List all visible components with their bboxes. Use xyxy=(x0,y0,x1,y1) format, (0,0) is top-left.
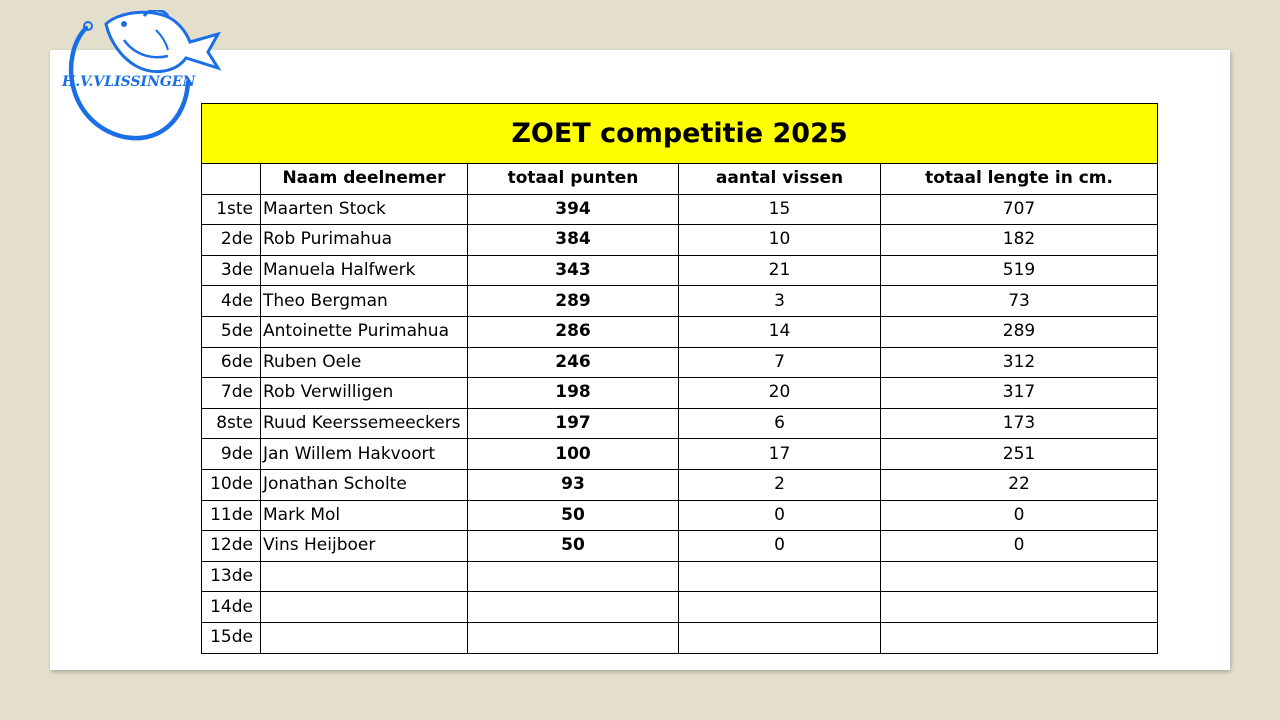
fish-count-cell: 0 xyxy=(679,500,881,531)
rank-cell: 4de xyxy=(202,286,261,317)
name-cell: Antoinette Purimahua xyxy=(261,316,468,347)
table-row xyxy=(202,500,1158,531)
rank-cell: 15de xyxy=(202,622,261,653)
length-cell: 0 xyxy=(881,531,1158,562)
header-rank xyxy=(202,164,261,195)
competition-table xyxy=(201,103,1158,654)
fish-count-cell: 7 xyxy=(679,347,881,378)
length-cell xyxy=(881,592,1158,623)
fish-count-cell: 14 xyxy=(679,316,881,347)
length-cell: 22 xyxy=(881,469,1158,500)
header-name: Naam deelnemer xyxy=(261,164,468,195)
length-cell xyxy=(881,622,1158,653)
table-row xyxy=(202,561,1158,592)
table-row xyxy=(202,408,1158,439)
rank-cell: 1ste xyxy=(202,194,261,225)
length-cell: 317 xyxy=(881,378,1158,409)
length-cell: 73 xyxy=(881,286,1158,317)
fish-count-cell xyxy=(679,561,881,592)
length-cell: 0 xyxy=(881,500,1158,531)
points-cell: 246 xyxy=(468,347,679,378)
points-cell: 289 xyxy=(468,286,679,317)
name-cell: Ruud Keerssemeeckers xyxy=(261,408,468,439)
table-row xyxy=(202,592,1158,623)
table-row xyxy=(202,378,1158,409)
points-cell: 50 xyxy=(468,531,679,562)
table-row xyxy=(202,439,1158,470)
name-cell: Jan Willem Hakvoort xyxy=(261,439,468,470)
points-cell: 93 xyxy=(468,469,679,500)
points-cell: 198 xyxy=(468,378,679,409)
table-row xyxy=(202,255,1158,286)
table-title: ZOET competitie 2025 xyxy=(202,104,1158,164)
points-cell: 384 xyxy=(468,225,679,256)
name-cell: Ruben Oele xyxy=(261,347,468,378)
name-cell: Jonathan Scholte xyxy=(261,469,468,500)
table-row xyxy=(202,469,1158,500)
fish-count-cell: 15 xyxy=(679,194,881,225)
points-cell: 286 xyxy=(468,316,679,347)
table-row xyxy=(202,622,1158,653)
rank-cell: 10de xyxy=(202,469,261,500)
fish-count-cell: 10 xyxy=(679,225,881,256)
name-cell: Rob Purimahua xyxy=(261,225,468,256)
length-cell: 519 xyxy=(881,255,1158,286)
name-cell: Theo Bergman xyxy=(261,286,468,317)
name-cell: Vins Heijboer xyxy=(261,531,468,562)
rank-cell: 7de xyxy=(202,378,261,409)
rank-cell: 2de xyxy=(202,225,261,256)
name-cell: Maarten Stock xyxy=(261,194,468,225)
points-cell: 343 xyxy=(468,255,679,286)
fish-count-cell xyxy=(679,622,881,653)
fish-count-cell: 0 xyxy=(679,531,881,562)
length-cell: 182 xyxy=(881,225,1158,256)
length-cell xyxy=(881,561,1158,592)
table-row xyxy=(202,531,1158,562)
points-cell xyxy=(468,622,679,653)
rank-cell: 8ste xyxy=(202,408,261,439)
fish-count-cell: 21 xyxy=(679,255,881,286)
name-cell: Rob Verwilligen xyxy=(261,378,468,409)
table-row xyxy=(202,286,1158,317)
length-cell: 251 xyxy=(881,439,1158,470)
fish-count-cell: 17 xyxy=(679,439,881,470)
logo-text: H.V.VLISSINGEN xyxy=(62,74,196,90)
fish-count-cell xyxy=(679,592,881,623)
rank-cell: 11de xyxy=(202,500,261,531)
rank-cell: 5de xyxy=(202,316,261,347)
fish-hook-logo xyxy=(58,10,223,142)
rank-cell: 13de xyxy=(202,561,261,592)
header-fish: aantal vissen xyxy=(679,164,881,195)
length-cell: 173 xyxy=(881,408,1158,439)
name-cell: Mark Mol xyxy=(261,500,468,531)
header-points: totaal punten xyxy=(468,164,679,195)
fish-count-cell: 2 xyxy=(679,469,881,500)
name-cell: Manuela Halfwerk xyxy=(261,255,468,286)
header-row xyxy=(202,164,1158,195)
length-cell: 312 xyxy=(881,347,1158,378)
header-length: totaal lengte in cm. xyxy=(881,164,1158,195)
title-row xyxy=(202,104,1158,164)
points-cell xyxy=(468,561,679,592)
points-cell: 100 xyxy=(468,439,679,470)
rank-cell: 14de xyxy=(202,592,261,623)
length-cell: 707 xyxy=(881,194,1158,225)
table-row xyxy=(202,225,1158,256)
table-row xyxy=(202,316,1158,347)
table-row xyxy=(202,194,1158,225)
fish-count-cell: 20 xyxy=(679,378,881,409)
rank-cell: 6de xyxy=(202,347,261,378)
rank-cell: 3de xyxy=(202,255,261,286)
name-cell xyxy=(261,592,468,623)
points-cell: 197 xyxy=(468,408,679,439)
name-cell xyxy=(261,622,468,653)
length-cell: 289 xyxy=(881,316,1158,347)
name-cell xyxy=(261,561,468,592)
rank-cell: 12de xyxy=(202,531,261,562)
rank-cell: 9de xyxy=(202,439,261,470)
fish-count-cell: 6 xyxy=(679,408,881,439)
table-row xyxy=(202,347,1158,378)
points-cell: 50 xyxy=(468,500,679,531)
points-cell xyxy=(468,592,679,623)
points-cell: 394 xyxy=(468,194,679,225)
fish-count-cell: 3 xyxy=(679,286,881,317)
